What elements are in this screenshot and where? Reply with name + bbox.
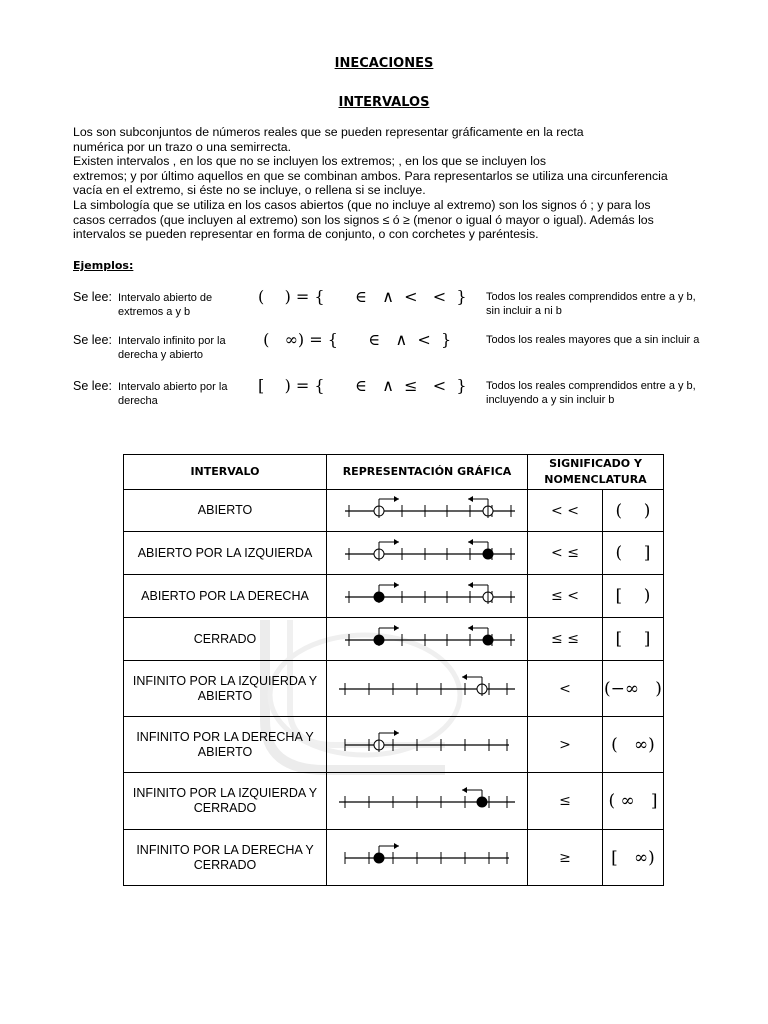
header-intervalo: INTERVALO xyxy=(124,455,327,490)
direction-arrow-head xyxy=(394,539,399,545)
table-row xyxy=(124,618,664,661)
number-line xyxy=(327,536,527,566)
header-significado: SIGNIFICADO Y NOMENCLATURA xyxy=(528,455,664,490)
interval-symbols: ≤ ≤ xyxy=(528,618,603,661)
interval-notation: [ ] xyxy=(603,618,664,661)
examples-heading: Ejemplos: xyxy=(73,259,134,272)
interval-symbols: < < xyxy=(528,490,603,532)
interval-notation: [ ) xyxy=(603,575,664,618)
number-line-cell xyxy=(327,490,528,532)
direction-arrow-head xyxy=(394,843,399,849)
intro-line: casos cerrados (que incluyen al extremo) son los signos ≤ ó ≥ (menor o igual ó mayor o igual). Además los xyxy=(73,212,654,227)
interval-name: ABIERTO POR LA IZQUIERDA xyxy=(124,532,327,575)
interval-name: INFINITO POR LA DERECHA Y CERRADO xyxy=(124,830,327,886)
direction-arrow-head xyxy=(394,582,399,588)
direction-arrow-head xyxy=(394,730,399,736)
interval-name: ABIERTO xyxy=(124,490,327,532)
table-row xyxy=(124,661,664,717)
number-line xyxy=(327,493,527,523)
interval-symbols: ≥ xyxy=(528,830,603,886)
number-line xyxy=(327,622,527,652)
interval-notation: [ ∞) xyxy=(603,830,664,886)
number-line-cell xyxy=(327,717,528,773)
interval-symbols: > xyxy=(528,717,603,773)
section-title: INTERVALOS xyxy=(338,95,430,110)
intro-line: intervalos se pueden representar en forma de conjunto, o con corchetes y paréntesis. xyxy=(73,227,539,242)
number-line-cell xyxy=(327,575,528,618)
number-line-cell xyxy=(327,773,528,830)
interval-symbols: ≤ xyxy=(528,773,603,830)
number-line-cell xyxy=(327,830,528,886)
example-row xyxy=(0,287,768,330)
interval-name: INFINITO POR LA IZQUIERDA Y CERRADO xyxy=(124,773,327,830)
example-description: Intervalo abierto por la derecha xyxy=(118,381,228,407)
direction-arrow-head xyxy=(394,496,399,502)
number-line xyxy=(327,840,527,870)
page-title: INECACIONES xyxy=(334,56,434,71)
example-lee: Se lee: xyxy=(73,290,112,304)
table-row xyxy=(124,717,664,773)
number-line-cell xyxy=(327,661,528,717)
header-representacion: REPRESENTACIÓN GRÁFICA xyxy=(327,455,528,490)
interval-notation: ( ] xyxy=(603,532,664,575)
example-lee: Se lee: xyxy=(73,333,112,347)
interval-name: CERRADO xyxy=(124,618,327,661)
intro-line: Existen intervalos , en los que no se incluyen los extremos; , en los que se incluyen los xyxy=(73,154,547,169)
example-lee: Se lee: xyxy=(73,379,112,393)
example-description: Intervalo infinito por la derecha y abierto xyxy=(118,335,226,361)
intro-line: numérica por un trazo o una semirrecta. xyxy=(73,139,292,154)
example-notation: ( ∞) = { ∈ ∧ < } xyxy=(258,330,452,349)
table-row xyxy=(124,773,664,830)
interval-notation: (−∞ ) xyxy=(603,661,664,717)
interval-notation: ( ∞ ] xyxy=(603,773,664,830)
number-line-cell xyxy=(327,618,528,661)
table-header-row xyxy=(124,455,664,490)
example-notation: [ ) = { ∈ ∧ ≤ < } xyxy=(258,376,467,395)
example-description: Intervalo abierto de extremos a y b xyxy=(118,292,213,318)
interval-name: INFINITO POR LA IZQUIERDA Y ABIERTO xyxy=(124,661,327,717)
intro-line: vacía en el extremo, si éste no se incluye, o rellena si se incluye. xyxy=(73,183,426,198)
direction-arrow-head xyxy=(468,539,473,545)
interval-symbols: < xyxy=(528,661,603,717)
interval-notation: ( ∞) xyxy=(603,717,664,773)
example-row xyxy=(0,376,768,419)
direction-arrow-head xyxy=(468,625,473,631)
number-line xyxy=(327,784,527,814)
intro-line: extremos; y por último aquellos en que se combinan ambos. Para representarlos se utiliza una circunferencia xyxy=(73,168,668,183)
interval-symbols: < ≤ xyxy=(528,532,603,575)
interval-name: INFINITO POR LA DERECHA Y ABIERTO xyxy=(124,717,327,773)
number-line xyxy=(327,727,527,757)
interval-name: ABIERTO POR LA DERECHA xyxy=(124,575,327,618)
table-row xyxy=(124,490,664,532)
direction-arrow-head xyxy=(468,496,473,502)
number-line xyxy=(327,579,527,609)
number-line xyxy=(327,671,527,701)
direction-arrow-head xyxy=(462,787,467,793)
intervals-table xyxy=(123,454,664,886)
interval-symbols: ≤ < xyxy=(528,575,603,618)
example-row xyxy=(0,330,768,373)
interval-notation: ( ) xyxy=(603,490,664,532)
table-row xyxy=(124,830,664,886)
intro-line: La simbología que se utiliza en los casos abiertos (que no incluye al extremo) son los signos ó ; y para los xyxy=(73,197,651,212)
example-meaning: Todos los reales mayores que a sin incluir a xyxy=(486,334,700,346)
example-meaning: Todos los reales comprendidos entre a y b, incluyendo a y sin incluir b xyxy=(486,380,696,406)
table-row xyxy=(124,575,664,618)
table-row xyxy=(124,532,664,575)
direction-arrow-head xyxy=(468,582,473,588)
intro-line: Los son subconjuntos de números reales que se pueden representar gráficamente en la recta xyxy=(73,125,584,139)
intro-paragraph xyxy=(73,125,703,242)
number-line-cell xyxy=(327,532,528,575)
example-notation: ( ) = { ∈ ∧ < < } xyxy=(258,287,467,306)
direction-arrow-head xyxy=(394,625,399,631)
direction-arrow-head xyxy=(462,674,467,680)
example-meaning: Todos los reales comprendidos entre a y b, sin incluir a ni b xyxy=(486,291,696,317)
